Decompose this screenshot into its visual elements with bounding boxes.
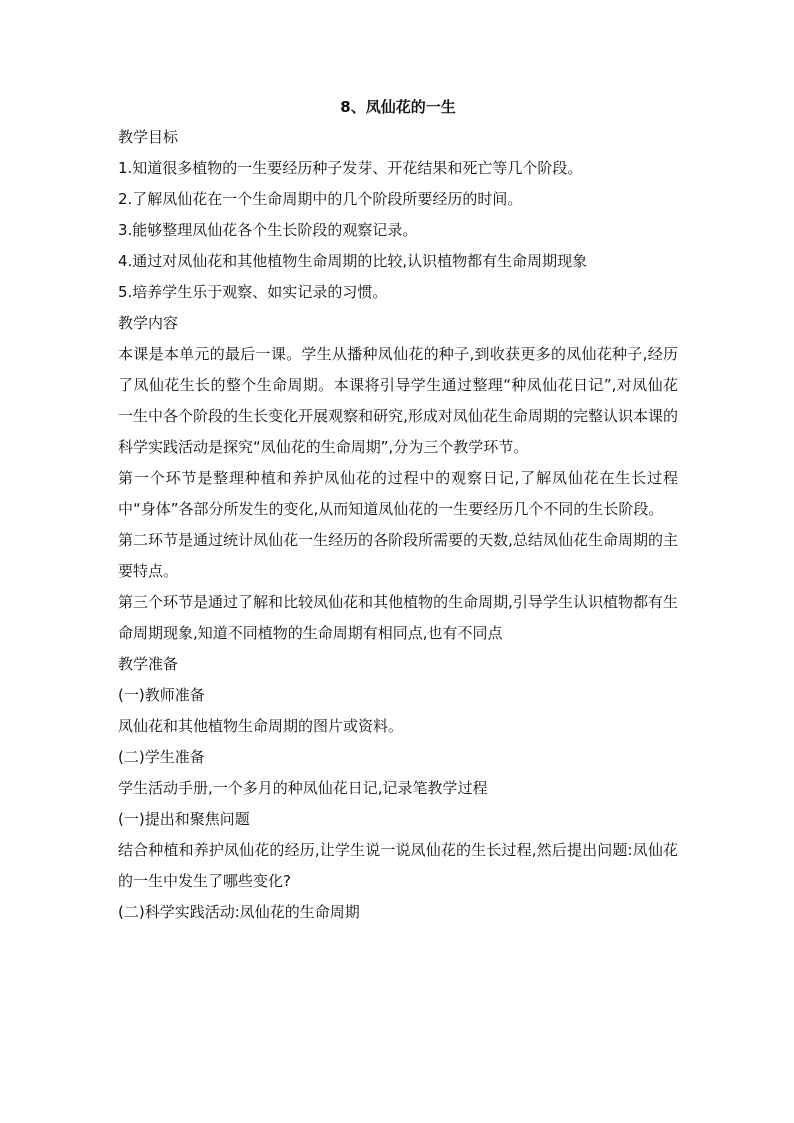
teacher-prep-text: 凤仙花和其他植物生命周期的图片或资料。	[118, 717, 404, 735]
document-page	[118, 96, 678, 928]
goal-item: 5.培养学生乐于观察、如实记录的习惯。	[118, 283, 388, 301]
section-heading-prep: 教学准备	[118, 655, 179, 673]
step1-text: 结合种植和养护凤仙花的经历,让学生说一说凤仙花的生长过程,然后提出问题:凤仙花的一生中发生了哪些变化?	[118, 841, 678, 890]
section-heading-content: 教学内容	[118, 314, 179, 332]
subheading-step1: (一)提出和聚焦问题	[118, 810, 250, 828]
content-paragraph: 第三个环节是通过了解和比较凤仙花和其他植物的生命周期,引导学生认识植物都有生命周期现象,知道不同植物的生命周期有相同点,也有不同点	[118, 593, 678, 642]
student-prep-text: 学生活动手册,一个多月的种凤仙花日记,记录笔教学过程	[118, 779, 488, 797]
subheading-student-prep: (二)学生准备	[118, 748, 205, 766]
goal-item: 2.了解凤仙花在一个生命周期中的几个阶段所要经历的时间。	[118, 190, 523, 208]
content-paragraph: 第二环节是通过统计凤仙花一生经历的各阶段所需要的天数,总结凤仙花生命周期的主要特点。	[118, 531, 678, 580]
section-heading-goals: 教学目标	[118, 128, 179, 146]
goal-item: 1.知道很多植物的一生要经历种子发芽、开花结果和死亡等几个阶段。	[118, 159, 583, 177]
content-paragraph: 第一个环节是整理种植和养护凤仙花的过程中的观察日记,了解凤仙花在生长过程中“身体”各部分所发生的变化,从而知道凤仙花的一生要经历几个不同的生长阶段。	[118, 469, 678, 518]
content-paragraph: 本课是本单元的最后一课。学生从播种凤仙花的种子,到收获更多的凤仙花种子,经历了凤仙花生长的整个生命周期。本课将引导学生通过整理“种凤仙花日记”,对凤仙花一生中各个阶段的生长变化开展观察和研究,形成对凤仙花生命周期的完整认识本课的科学实践活动是探究“凤仙花的生命周期”,分为三个教学环节。	[118, 345, 678, 456]
document-title: 8、凤仙花的一生	[340, 98, 456, 116]
subheading-step2: (二)科学实践活动:凤仙花的生命周期	[118, 903, 360, 921]
goal-item: 3.能够整理凤仙花各个生长阶段的观察记录。	[118, 221, 418, 239]
subheading-teacher-prep: (一)教师准备	[118, 686, 205, 704]
goal-item: 4.通过对凤仙花和其他植物生命周期的比较,认识植物都有生命周期现象	[118, 252, 588, 270]
